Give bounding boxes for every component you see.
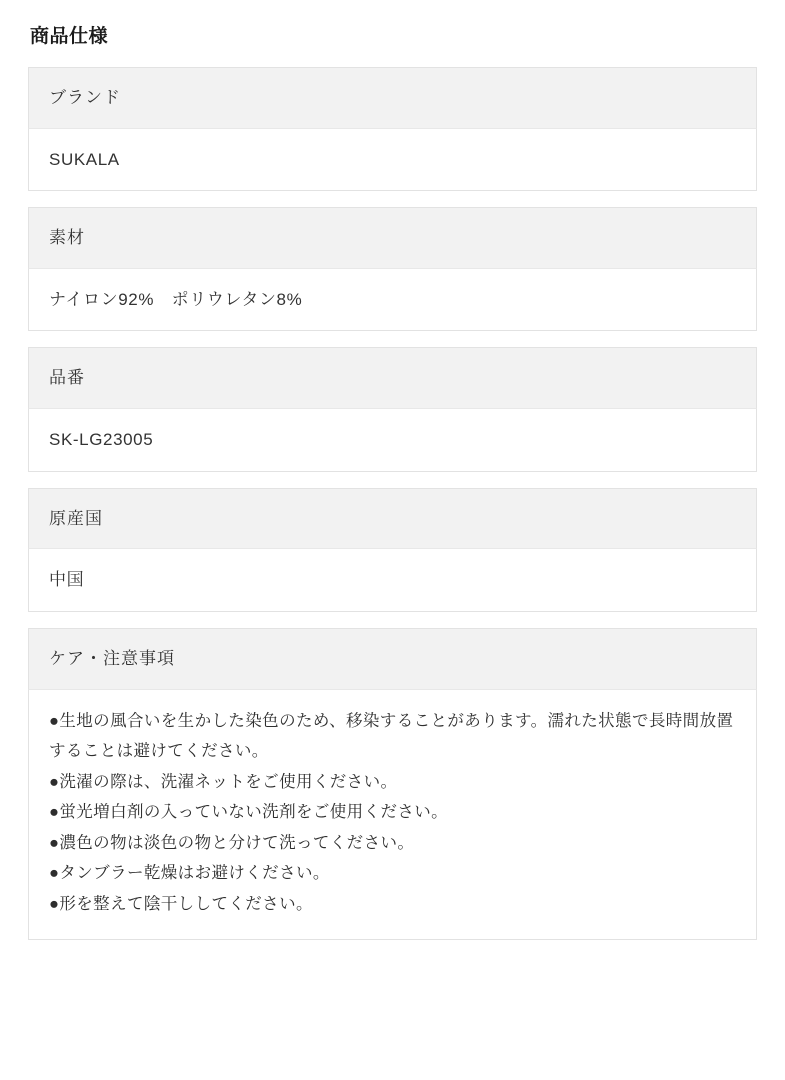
care-line: ●濃色の物は淡色の物と分けて洗ってください。	[49, 833, 415, 852]
spec-label-model-number: 品番	[28, 347, 757, 408]
spec-value-brand: SUKALA	[28, 128, 757, 192]
care-line: ●タンブラー乾燥はお避けください。	[49, 864, 330, 883]
row-spacer	[28, 612, 757, 628]
care-line: ●蛍光増白剤の入っていない洗剤をご使用ください。	[49, 803, 449, 822]
spec-value-country-of-origin: 中国	[28, 548, 757, 612]
spec-value-care	[28, 689, 757, 941]
care-line: ●洗濯の際は、洗濯ネットをご使用ください。	[49, 772, 398, 791]
row-spacer	[28, 472, 757, 488]
care-line: ●形を整えて陰干ししてください。	[49, 894, 313, 913]
spec-value-material: ナイロン92% ポリウレタン8%	[28, 268, 757, 332]
spec-label-brand: ブランド	[28, 67, 757, 128]
spec-row-model-number	[28, 347, 757, 471]
spec-label-care: ケア・注意事項	[28, 628, 757, 689]
spec-label-country-of-origin: 原産国	[28, 488, 757, 549]
page-title: 商品仕様	[30, 26, 109, 47]
spec-label-material: 素材	[28, 207, 757, 268]
care-line: ●生地の風合いを生かした染色のため、移染することがあります。濡れた状態で長時間放置することは避けてください。	[49, 711, 734, 761]
spec-row-material	[28, 207, 757, 331]
spec-row-brand	[28, 67, 757, 191]
spec-row-country-of-origin	[28, 488, 757, 612]
row-spacer	[28, 331, 757, 347]
spec-row-care	[28, 628, 757, 940]
row-spacer	[28, 191, 757, 207]
spec-value-model-number: SK-LG23005	[28, 408, 757, 472]
